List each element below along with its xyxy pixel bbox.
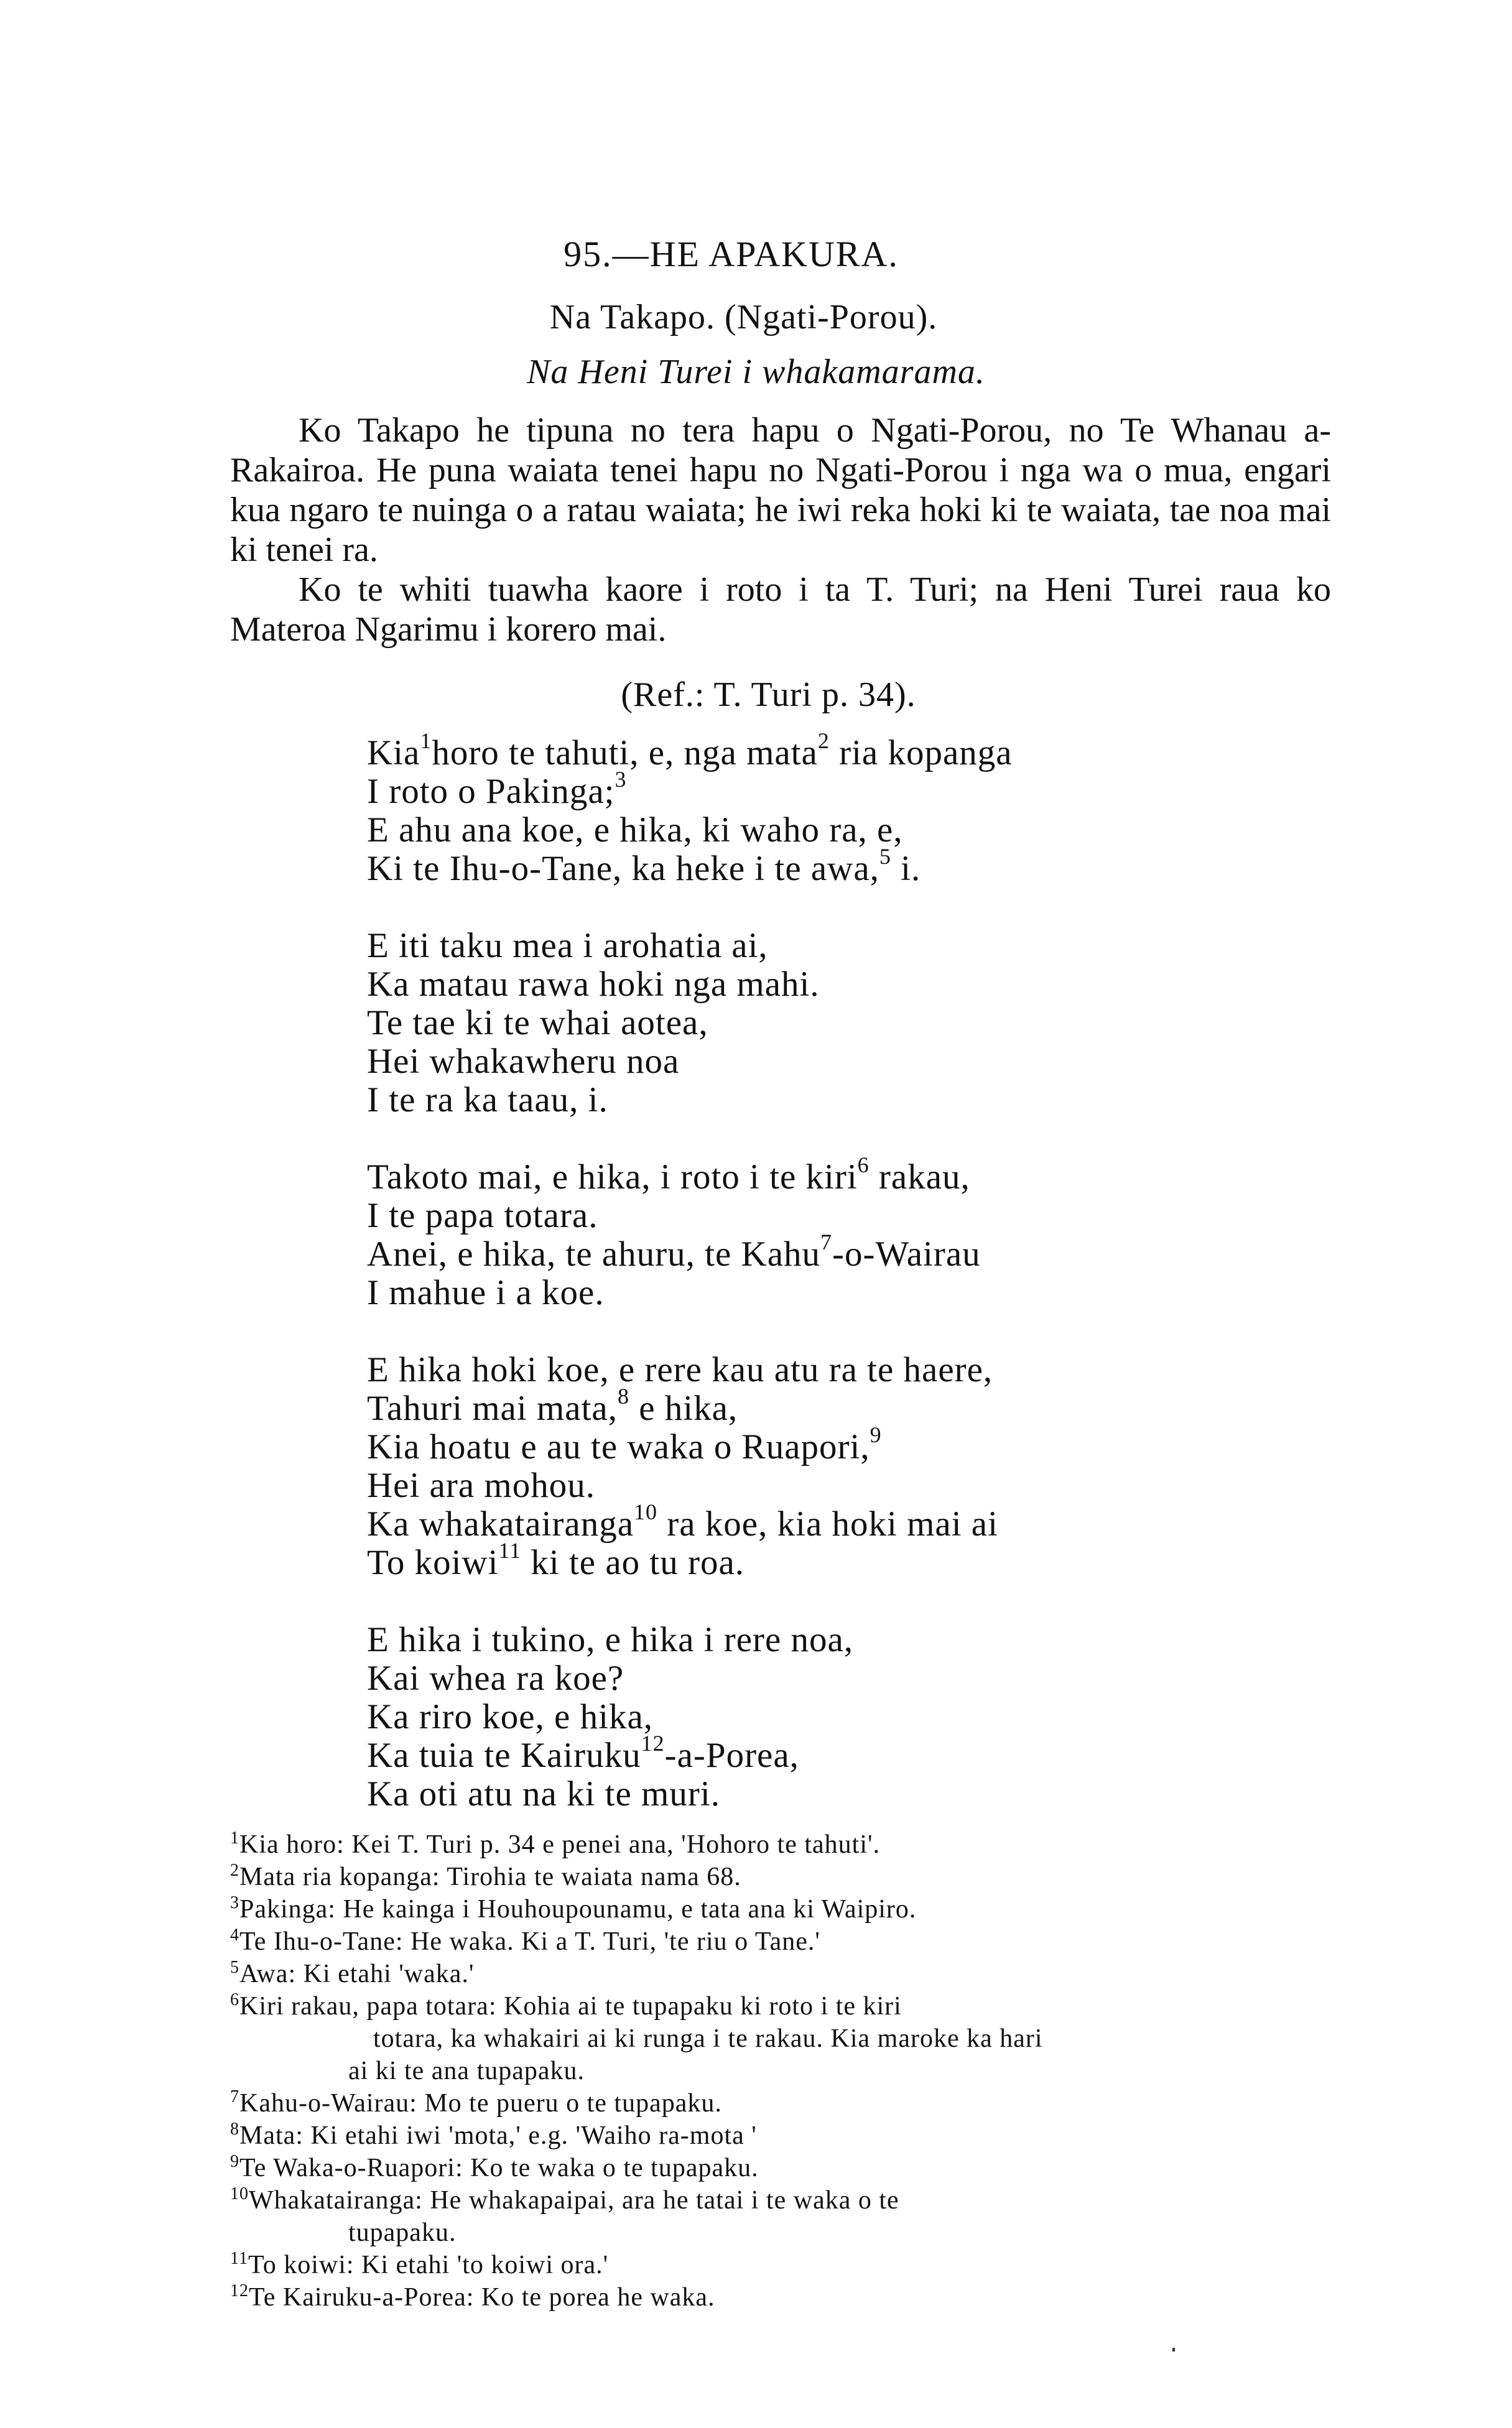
- poem-line: [367, 1384, 1013, 1428]
- footnote-text: To koiwi: Ki etahi 'to koiwi ora.': [248, 2251, 609, 2279]
- footnote-1: [230, 1828, 1350, 1861]
- line-text: e hika,: [629, 1389, 738, 1428]
- footnote-continuation: totara, ka whakairi ai ki runga i te rakau. Kia maroke ka hari: [373, 2024, 1043, 2053]
- footnote-text: Pakinga: He kainga i Houhoupounamu, e tata ana ki Waipiro.: [239, 1895, 917, 1924]
- stanza-4: [367, 1351, 1013, 1582]
- poem-line: E hika hoki koe, e rere kau atu ra te haere,: [367, 1350, 993, 1389]
- poem-line: [367, 728, 1013, 772]
- poem-line: I te ra ka taau, i.: [367, 1080, 608, 1119]
- line-text: ria kopanga: [829, 733, 1013, 772]
- intro-paragraph-2: Ko te whiti tuawha kaore i roto i ta T. Turi; na Heni Turei raua ko Materoa Ngarimu i korero mai.: [230, 570, 1331, 649]
- footnote-number: 6: [230, 1990, 239, 2009]
- footnote-number: 7: [230, 2087, 239, 2106]
- footnote-5: [230, 1958, 1350, 1990]
- line-text: I roto o Pakinga;: [367, 772, 615, 811]
- footnote-ref: 7: [820, 1230, 832, 1254]
- footnote-text: Mata ria kopanga: Tirohia te waiata nama 68.: [239, 1863, 741, 1891]
- footnote-7: [230, 2087, 1350, 2120]
- footnote-number: 3: [230, 1893, 239, 1912]
- footnote-text: Te Kairuku-a-Porea: Ko te porea he waka.: [249, 2283, 715, 2312]
- footnote-ref: 5: [879, 844, 891, 869]
- poem-line: [367, 1731, 1013, 1775]
- footnote-number: 2: [230, 1861, 239, 1880]
- line-text: Ka tuia te Kairuku: [367, 1736, 641, 1775]
- line-text: -o-Wairau: [832, 1235, 981, 1274]
- intro-paragraph-1: Ko Takapo he tipuna no tera hapu o Ngati-Porou, no Te Whanau a-Rakairoa. He puna waiata tenei hapu no Ngati-Porou i nga wa o mua, engari kua ngaro te nuinga o a ratau waiata; he iwi reka hoki ki te waiata, tae noa mai ki tenei ra.: [230, 411, 1331, 569]
- footnote-9: [230, 2152, 1350, 2184]
- footnote-continuation: ai ki te ana tupapaku.: [348, 2057, 585, 2085]
- line-text: ki te ao tu roa.: [521, 1543, 744, 1582]
- footnote-ref: 11: [498, 1538, 522, 1563]
- song-author: Na Takapo. (Ngati-Porou).: [549, 298, 938, 336]
- line-text: ra koe, kia hoki mai ai: [657, 1504, 998, 1544]
- poem-line: Ka matau rawa hoki nga mahi.: [367, 965, 820, 1004]
- poem-line: I mahue i a koe.: [367, 1273, 605, 1312]
- footnote-number: 11: [230, 2249, 248, 2268]
- footnote-text: Kia horo: Kei T. Turi p. 34 e penei ana, 'Hohoro te tahuti'.: [239, 1830, 881, 1859]
- explained-by: Na Heni Turei i whakamarama.: [527, 353, 985, 391]
- print-speck: [1172, 2348, 1175, 2352]
- poem-line: Hei whakawheru noa: [367, 1042, 680, 1081]
- reference: (Ref.: T. Turi p. 34).: [621, 675, 916, 714]
- stanza-2: [367, 927, 1013, 1119]
- footnote-text: Mata: Ki etahi iwi 'mota,' e.g. 'Waiho ra-mota ': [239, 2121, 757, 2150]
- footnote-ref: 6: [857, 1152, 870, 1177]
- footnote-number: 8: [230, 2120, 239, 2139]
- poem-line: E ahu ana koe, e hika, ki waho ra, e,: [367, 810, 903, 850]
- footnote-ref: 12: [641, 1731, 665, 1756]
- footnote-number: 5: [230, 1958, 239, 1977]
- poem-line: [367, 1499, 1013, 1544]
- poem-line: Hei ara mohou.: [367, 1466, 595, 1505]
- footnote-2: [230, 1861, 1350, 1893]
- line-text: Tahuri mai mata,: [367, 1389, 618, 1428]
- footnote-number: 1: [230, 1828, 239, 1848]
- poem-line: Te tae ki te whai aotea,: [367, 1003, 708, 1042]
- song-title: 95.—HE APAKURA.: [564, 234, 899, 274]
- line-text: horo te tahuti, e, nga mata: [432, 733, 818, 772]
- footnote-ref: 1: [420, 728, 432, 753]
- line-text: Kia: [367, 733, 420, 772]
- footnote-text: Whakatairanga: He whakapaipai, ara he tatai i te waka o te: [249, 2186, 899, 2215]
- introduction: [230, 410, 1331, 649]
- footnote-text: Te Waka-o-Ruapori: Ko te waka o te tupapaku.: [239, 2154, 759, 2182]
- poem-line: Ka oti atu na ki te muri.: [367, 1774, 720, 1814]
- footnote-number: 9: [230, 2152, 239, 2171]
- stanza-5: [367, 1621, 1013, 1814]
- poem-line: [367, 844, 1013, 888]
- footnote-ref: 9: [870, 1422, 882, 1447]
- footnote-text: Kiri rakau, papa totara: Kohia ai te tupapaku ki roto i te kiri: [239, 1992, 902, 2021]
- poem-line: Ka riro koe, e hika,: [367, 1697, 653, 1736]
- poem-line: [367, 1152, 1013, 1197]
- footnote-text: Awa: Ki etahi 'waka.': [239, 1960, 475, 1988]
- stanza-3: [367, 1152, 1013, 1312]
- poem-line: E iti taku mea i arohatia ai,: [367, 926, 768, 965]
- footnote-10: [230, 2184, 1350, 2249]
- footnote-number: 4: [230, 1925, 239, 1945]
- stanza-1: [367, 728, 1013, 888]
- poem: [367, 728, 1013, 1852]
- footnote-ref: 3: [615, 767, 627, 792]
- poem-line: [367, 1230, 1013, 1274]
- footnote-continuation: tupapaku.: [348, 2218, 457, 2247]
- footnote-6: [230, 1990, 1350, 2087]
- line-text: i.: [891, 849, 921, 888]
- line-text: -a-Porea,: [664, 1736, 799, 1775]
- line-text: Takoto mai, e hika, i roto i te kiri: [367, 1157, 858, 1197]
- footnote-text: Kahu-o-Wairau: Mo te pueru o te tupapaku.: [239, 2089, 722, 2118]
- footnote-12: [230, 2281, 1350, 2314]
- line-text: Anei, e hika, te ahuru, te Kahu: [367, 1235, 820, 1274]
- footnote-8: [230, 2120, 1350, 2152]
- poem-line: [367, 1538, 1013, 1582]
- poem-line: I te papa totara.: [367, 1196, 598, 1235]
- line-text: Ki te Ihu-o-Tane, ka heke i te awa,: [367, 849, 879, 888]
- line-text: Ka whakatairanga: [367, 1504, 634, 1544]
- footnotes: [230, 1828, 1350, 2314]
- line-text: rakau,: [869, 1157, 970, 1197]
- footnote-4: [230, 1925, 1350, 1958]
- poem-line: E hika i tukino, e hika i rere noa,: [367, 1620, 854, 1659]
- footnote-ref: 8: [617, 1384, 629, 1409]
- footnote-number: 10: [230, 2184, 249, 2203]
- footnote-ref: 2: [817, 728, 830, 753]
- footnote-ref: 10: [634, 1499, 658, 1524]
- footnote-number: 12: [230, 2281, 249, 2301]
- footnote-11: [230, 2249, 1350, 2281]
- poem-line: Kai whea ra koe?: [367, 1659, 624, 1698]
- poem-line: [367, 767, 1013, 811]
- footnote-3: [230, 1893, 1350, 1925]
- line-text: To koiwi: [367, 1543, 499, 1582]
- footnote-text: Te Ihu-o-Tane: He waka. Ki a T. Turi, 'te riu o Tane.': [239, 1927, 820, 1956]
- line-text: Kia hoatu e au te waka o Ruapori,: [367, 1427, 870, 1467]
- poem-line: [367, 1422, 1013, 1467]
